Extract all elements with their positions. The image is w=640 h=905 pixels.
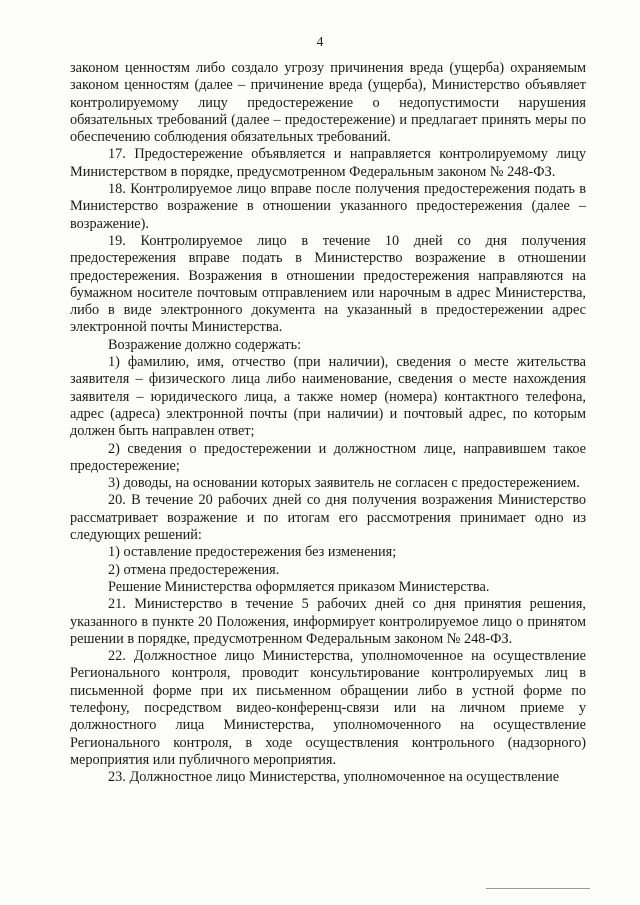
document-body xyxy=(70,60,586,786)
paragraph-18: 18. Контролируемое лицо вправе после получения предостережения подать в Министерство возражение в отношении указанного предостережения (далее – возражение). xyxy=(70,181,586,232)
paragraph-objection-contents: Возражение должно содержать: xyxy=(108,336,302,353)
decision-option-2: 2) отмена предостережения. xyxy=(108,561,280,578)
list-item-3: 3) доводы, на основании которых заявитель не согласен с предостережением. xyxy=(108,475,580,492)
paragraph-23: 23. Должностное лицо Министерства, уполномоченное на осуществление xyxy=(108,769,560,786)
decision-option-1: 1) оставление предостережения без изменения; xyxy=(108,544,397,561)
paragraph-22: 22. Должностное лицо Министерства, уполномоченное на осуществление Регионального контроля, проводит консультирование контролируемых лиц в письменной форме при их письменном обращении либо в устной форме по телефону, посредством видео-конференц-связи или на личном приеме у должностного лица Министерства, уполномоченного на осуществление Регионального контроля, в ходе осуществления контрольного (надзорного) мероприятия или публичного мероприятия. xyxy=(70,648,586,768)
paragraph-17: 17. Предостережение объявляется и направляется контролируемому лицу Министерством в порядке, предусмотренном Федеральным законом № 248-ФЗ. xyxy=(70,146,586,180)
paragraph-21: 21. Министерство в течение 5 рабочих дней со дня принятия решения, указанного в пункте 20 Положения, информирует контролируемое лицо о принятом решении в порядке, предусмотренном Федеральным законом № 248-ФЗ. xyxy=(70,596,586,647)
paragraph-19: 19. Контролируемое лицо в течение 10 дней со дня получения предостережения вправе подать в Министерство возражение в отношении предостережения. Возражения в отношении предостережения направляются на бумажном носителе почтовым отправлением или нарочным в адрес Министерства, либо в виде электронного документа на указанный в предостережении адрес электронной почты Министерства. xyxy=(70,232,586,336)
paragraph-decision-order: Решение Министерства оформляется приказом Министерства. xyxy=(108,578,490,595)
page-number: 4 xyxy=(316,34,324,49)
list-item-1: 1) фамилию, имя, отчество (при наличии), сведения о месте жительства заявителя – физического лица либо наименование, сведения о месте нахождения заявителя – юридического лица, а также номер (номера) контактного телефона, адрес (адреса) электронной почты (при наличии) и почтовый адрес, по которым должен быть направлен ответ; xyxy=(70,354,586,440)
footer-rule xyxy=(486,888,590,889)
paragraph-continuation: законом ценностям либо создало угрозу причинения вреда (ущерба) охраняемым законом ценностям (далее – причинение вреда (ущерба), Министерство объявляет контролируемому лицу предостережение о недопустимости нарушения обязательных требований (далее – предостережение) и предлагает принять меры по обеспечению соблюдения обязательных требований. xyxy=(70,60,586,146)
paragraph-20: 20. В течение 20 рабочих дней со дня получения возражения Министерство рассматривает возражение и по итогам его рассмотрения принимает одно из следующих решений: xyxy=(70,492,586,544)
list-item-2: 2) сведения о предостережении и должностном лице, направившем такое предостережение; xyxy=(70,440,586,474)
